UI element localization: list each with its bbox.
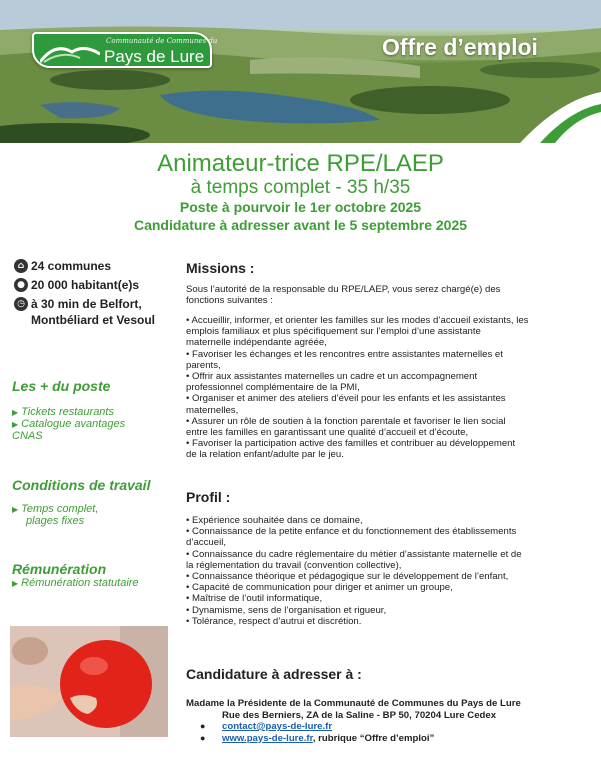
list-item: • Organiser et animer des ateliers d’éveil pour les enfants et les assistantes xyxy=(186,393,506,405)
list-item: • Expérience souhaitée dans ce domaine, xyxy=(186,515,363,526)
website-link[interactable]: www.pays-de-lure.fr xyxy=(222,732,313,744)
logo-subtitle: Communauté de Communes du xyxy=(106,37,218,45)
header-landscape-photo xyxy=(0,0,601,143)
logo xyxy=(32,32,218,68)
section-title-conditions: Conditions de travail xyxy=(12,477,151,493)
hills-logo-icon xyxy=(40,40,100,64)
list-item: maternelle indépendante agréée, xyxy=(186,337,327,349)
list-item: • Connaissance du cadre réglementaire du métier d’assistante maternelle et de xyxy=(186,548,522,560)
house-icon: ⌂ xyxy=(14,259,28,273)
list-item: ▶ Catalogue avantages xyxy=(12,418,126,430)
list-item: entre les familles en garantissant une qualité d’accueil et d’écoute, xyxy=(186,427,469,439)
list-item: • Dynamisme, sens de l’organisation et rigueur, xyxy=(186,604,387,616)
section-title-remuneration: Rémunération xyxy=(12,561,107,577)
list-item: CNAS xyxy=(12,430,43,442)
stat-location: ◷ à 30 min de Belfort, Montbéliard et Vesoul xyxy=(14,296,178,328)
job-start-date: Poste à pourvoir le 1er octobre 2025 xyxy=(179,199,422,215)
profil-list xyxy=(186,515,586,627)
list-item: ● contact@pays-de-lure.fr xyxy=(200,721,333,732)
landscape-illustration xyxy=(0,0,601,143)
job-title: Animateur-trice RPE/LAEP xyxy=(157,150,444,177)
job-heading xyxy=(0,150,601,234)
list-item: • Assurer un rôle de soutien à la fonction parentale et favoriser le lien social xyxy=(186,415,506,427)
list-item: • Accueillir, informer, et orienter les familles sur les modes d’accueil existants, les xyxy=(186,315,529,326)
section-title-candidature: Candidature à adresser à : xyxy=(186,666,362,682)
list-item: plages fixes xyxy=(26,515,85,527)
email-link[interactable]: contact@pays-de-lure.fr xyxy=(222,721,333,732)
list-item: • Favoriser la participation active des familles et contribuer au développement xyxy=(186,438,516,450)
list-item: maternelles, xyxy=(186,404,239,416)
child-balloon-photo xyxy=(10,626,168,737)
list-item: • Tolérance, respect d’autrui et discrétion. xyxy=(186,615,362,627)
job-deadline: Candidature à adresser avant le 5 septembre 2025 xyxy=(133,217,468,233)
list-item: ● www.pays-de-lure.fr, rubrique “Offre d’emploi” xyxy=(200,732,435,744)
section-title-profil: Profil : xyxy=(186,489,231,505)
key-facts xyxy=(14,258,178,331)
page-title: Offre d’emploi xyxy=(382,34,538,60)
list-item: • Favoriser les échanges et les rencontres entre assistantes maternelles et xyxy=(186,348,503,360)
candidature-contact xyxy=(186,698,586,744)
list-item: ▶ Rémunération statutaire xyxy=(12,577,139,589)
clock-icon: ◷ xyxy=(14,297,28,311)
list-item: • Capacité de communication pour diriger et animer un groupe, xyxy=(186,582,453,594)
list-item: • Maîtrise de l’outil informatique, xyxy=(186,593,323,605)
list-item: ▶ Tickets restaurants xyxy=(12,406,114,418)
list-item: la réglementation du travail (convention collective), xyxy=(186,559,402,571)
logo-name: Pays de Lure xyxy=(104,47,205,66)
list-item: de la relation enfant/adulte par le jeu. xyxy=(186,449,344,461)
list-item: parents, xyxy=(186,359,221,371)
list-item: • Connaissance théorique et pédagogique sur le développement de l’enfant, xyxy=(186,571,509,583)
list-item: • Offrir aux assistantes maternelles un cadre et un accompagnement xyxy=(186,371,478,383)
missions-intro: Sous l’autorité de la responsable du RPE/LAEP, vous serez chargé(e) des fonctions suivantes : xyxy=(186,284,501,307)
postal-address: Rue des Berniers, ZA de la Saline - BP 50, 70204 Lure Cedex xyxy=(222,709,497,721)
stat-inhabitants: ● 20 000 habitant(e)s xyxy=(14,277,178,293)
balloon-illustration xyxy=(10,626,168,737)
list-item: • Connaissance de la petite enfance et du fonctionnement des établissements xyxy=(186,526,517,538)
section-title-missions: Missions : xyxy=(186,260,255,276)
job-working-time: à temps complet - 35 h/35 xyxy=(190,177,411,198)
section-title-plus: Les + du poste xyxy=(12,378,111,394)
website-suffix: , rubrique “Offre d’emploi” xyxy=(312,732,435,744)
stat-communes: ⌂ 24 communes xyxy=(14,258,178,274)
list-item: emplois familiaux et plus spécifiquement sur l’emploi d’une assistante xyxy=(186,326,481,338)
people-icon: ● xyxy=(14,278,28,292)
list-item: professionnel complémentaire de la PMI, xyxy=(186,382,360,394)
list-item: ▶ Temps complet, xyxy=(12,503,99,515)
list-item: d’accueil, xyxy=(186,537,226,549)
missions-list xyxy=(186,315,586,461)
recipient: Madame la Présidente de la Communauté de Communes du Pays de Lure xyxy=(186,698,521,709)
